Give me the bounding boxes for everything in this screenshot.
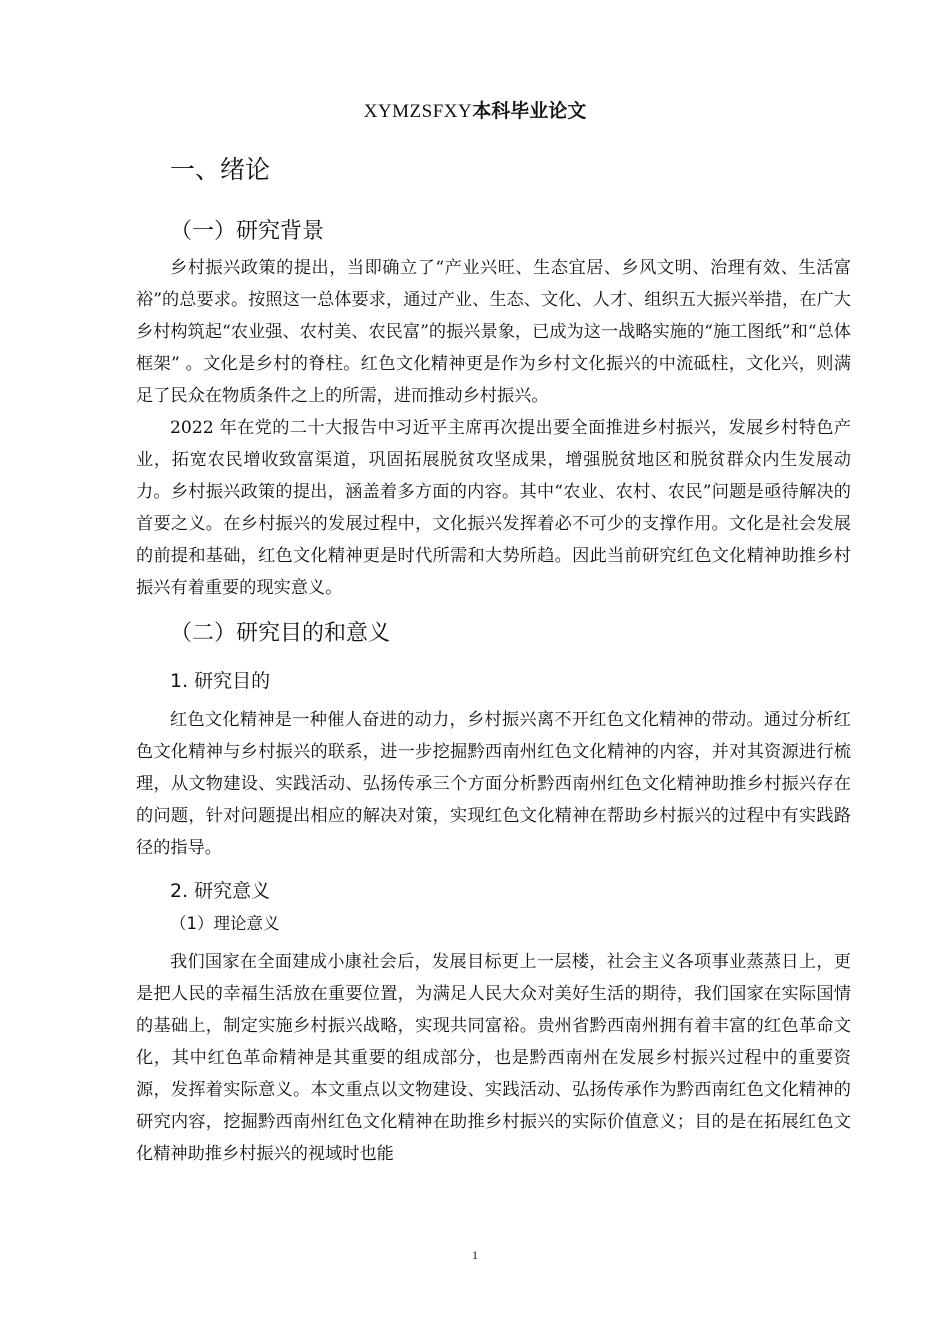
paragraph-purpose: 红色文化精神是一种催人奋进的动力，乡村振兴离不开红色文化精神的带动。通过分析红色文化精神与乡村振兴的联系，进一步挖掘黔西南州红色文化精神的内容，并对其资源进行梳理，从文物建设、实践活动、弘扬传承三个方面分析黔西南州红色文化精神助推乡村振兴存在的问题，针对问题提出相应的解决对策，实现红色文化精神在帮助乡村振兴的过程中有实践路径的指导。 — [136, 710, 851, 858]
section-title-background: （一）研究背景 — [170, 219, 325, 244]
chapter-title: 一、绪论 — [170, 155, 271, 184]
paragraph-background-2: 2022 年在党的二十大报告中习近平主席再次提出要全面推进乡村振兴，发展乡村特色产业，拓宽农民增收致富渠道，巩固拓展脱贫攻坚成果，增强脱贫地区和脱贫群众内生发展动力。乡村振兴政策的提出，涵盖着多方面的内容。其中“农业、农村、农民”问题是亟待解决的首要之义。在乡村振兴的发展过程中，文化振兴发挥着必不可少的支撑作用。文化是社会发展的前提和基础，红色文化精神更是时代所需和大势所趋。因此当前研究红色文化精神助推乡村振兴有着重要的现实意义。 — [136, 418, 851, 598]
paragraph-background-1: 乡村振兴政策的提出，当即确立了“产业兴旺、生态宜居、乡风文明、治理有效、生活富裕”的总要求。按照这一总体要求，通过产业、生态、文化、人才、组织五大振兴举措，在广大乡村构筑起“农业强、农村美、农民富”的振兴景象，已成为这一战略实施的“施工图纸”和“总体框架” 。文化是乡村的脊柱。红色文化精神更是作为乡村文化振兴的中流砥柱，文化兴，则满足了民众在物质条件之上的所需，进而推动乡村振兴。 — [136, 258, 851, 406]
subsection-title-purpose: 1. 研究目的 — [170, 670, 271, 692]
paragraph-theory: 我们国家在全面建成小康社会后，发展目标更上一层楼，社会主义各项事业蒸蒸日上，更是把人民的幸福生活放在重要位置，为满足人民大众对美好生活的期待，我们国家在实际国情的基础上，制定实施乡村振兴战略，实现共同富裕。贵州省黔西南州拥有着丰富的红色革命文化，其中红色革命精神是其重要的组成部分，也是黔西南州在发展乡村振兴过程中的重要资源，发挥着实际意义。本文重点以文物建设、实践活动、弘扬传承作为黔西南红色文化精神的研究内容，挖掘黔西南州红色文化精神在助推乡村振兴的实际价值意义；目的是在拓展红色文化精神助推乡村振兴的视域时也能 — [136, 952, 851, 1164]
page-body — [136, 142, 851, 1170]
page-number: 1 — [472, 1248, 478, 1262]
running-header — [0, 96, 950, 123]
header-school-code: XYMZSFXY — [363, 101, 473, 122]
sub-subsection-title-theory: （1）理论意义 — [170, 914, 280, 933]
header-thesis-label: 本科毕业论文 — [472, 100, 587, 122]
subsection-title-significance: 2. 研究意义 — [170, 880, 271, 902]
section-title-purpose-significance: （二）研究目的和意义 — [170, 621, 391, 646]
